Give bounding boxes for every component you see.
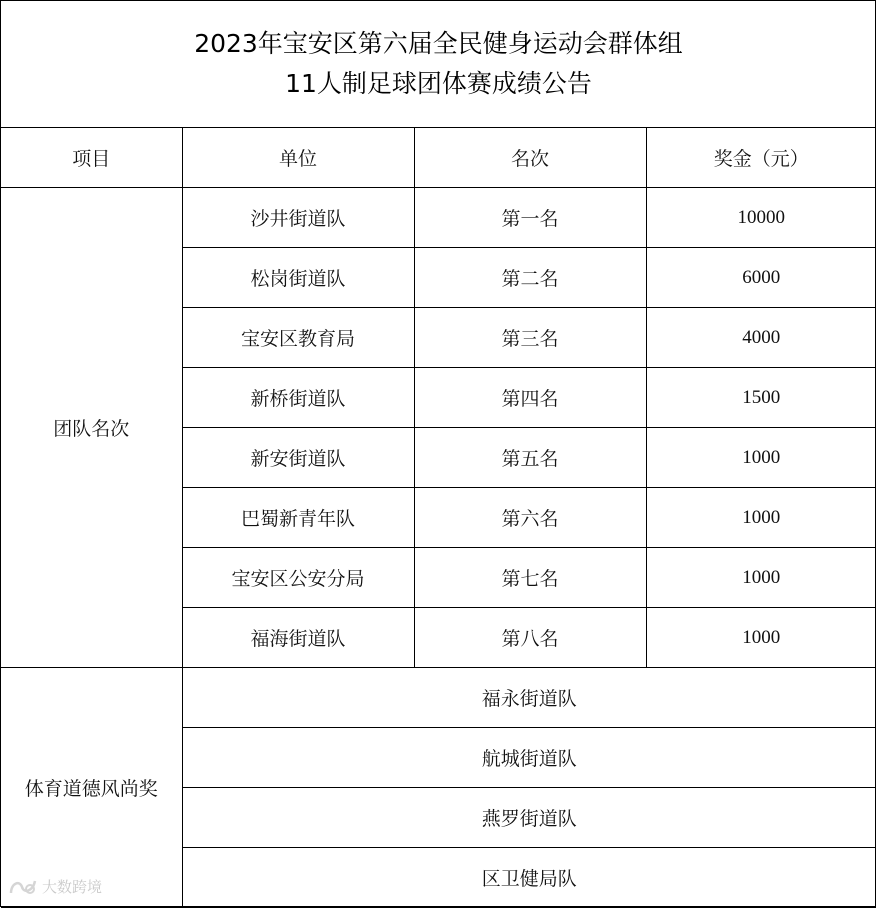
brand-logo-icon — [8, 877, 38, 897]
results-table — [1, 128, 876, 908]
team-prize: 1000 — [646, 608, 876, 668]
team-rank: 第三名 — [414, 308, 646, 368]
header-prize: 奖金（元） — [646, 128, 876, 188]
sportsmanship-team: 区卫健局队 — [182, 848, 876, 908]
table-row — [1, 668, 876, 728]
team-rank: 第四名 — [414, 368, 646, 428]
team-prize: 6000 — [646, 248, 876, 308]
team-rank: 第五名 — [414, 428, 646, 488]
announcement-title — [1, 1, 876, 128]
team-unit: 新桥街道队 — [182, 368, 414, 428]
team-unit: 巴蜀新青年队 — [182, 488, 414, 548]
watermark — [8, 876, 102, 897]
title-line-1: 2023年宝安区第六届全民健身运动会群体组 — [194, 29, 683, 58]
team-prize: 4000 — [646, 308, 876, 368]
team-rank: 第八名 — [414, 608, 646, 668]
team-prize: 10000 — [646, 188, 876, 248]
team-prize: 1000 — [646, 428, 876, 488]
watermark-text: 大数跨境 — [42, 878, 103, 896]
sportsmanship-team: 航城街道队 — [182, 728, 876, 788]
team-rank: 第一名 — [414, 188, 646, 248]
team-unit: 宝安区教育局 — [182, 308, 414, 368]
team-prize: 1500 — [646, 368, 876, 428]
team-rank: 第六名 — [414, 488, 646, 548]
team-unit: 沙井街道队 — [182, 188, 414, 248]
category-team-ranking: 团队名次 — [1, 188, 182, 668]
team-unit: 新安街道队 — [182, 428, 414, 488]
team-rank: 第二名 — [414, 248, 646, 308]
sportsmanship-team: 燕罗街道队 — [182, 788, 876, 848]
table-row — [1, 188, 876, 248]
team-prize: 1000 — [646, 548, 876, 608]
table-header-row — [1, 128, 876, 188]
team-unit: 松岗街道队 — [182, 248, 414, 308]
team-unit: 宝安区公安分局 — [182, 548, 414, 608]
team-rank: 第七名 — [414, 548, 646, 608]
header-item: 项目 — [1, 128, 182, 188]
team-prize: 1000 — [646, 488, 876, 548]
header-unit: 单位 — [182, 128, 414, 188]
title-line-2: 11人制足球团体赛成绩公告 — [285, 69, 592, 98]
sportsmanship-team: 福永街道队 — [182, 668, 876, 728]
header-rank: 名次 — [414, 128, 646, 188]
category-sportsmanship: 体育道德风尚奖 — [1, 668, 182, 908]
team-unit: 福海街道队 — [182, 608, 414, 668]
